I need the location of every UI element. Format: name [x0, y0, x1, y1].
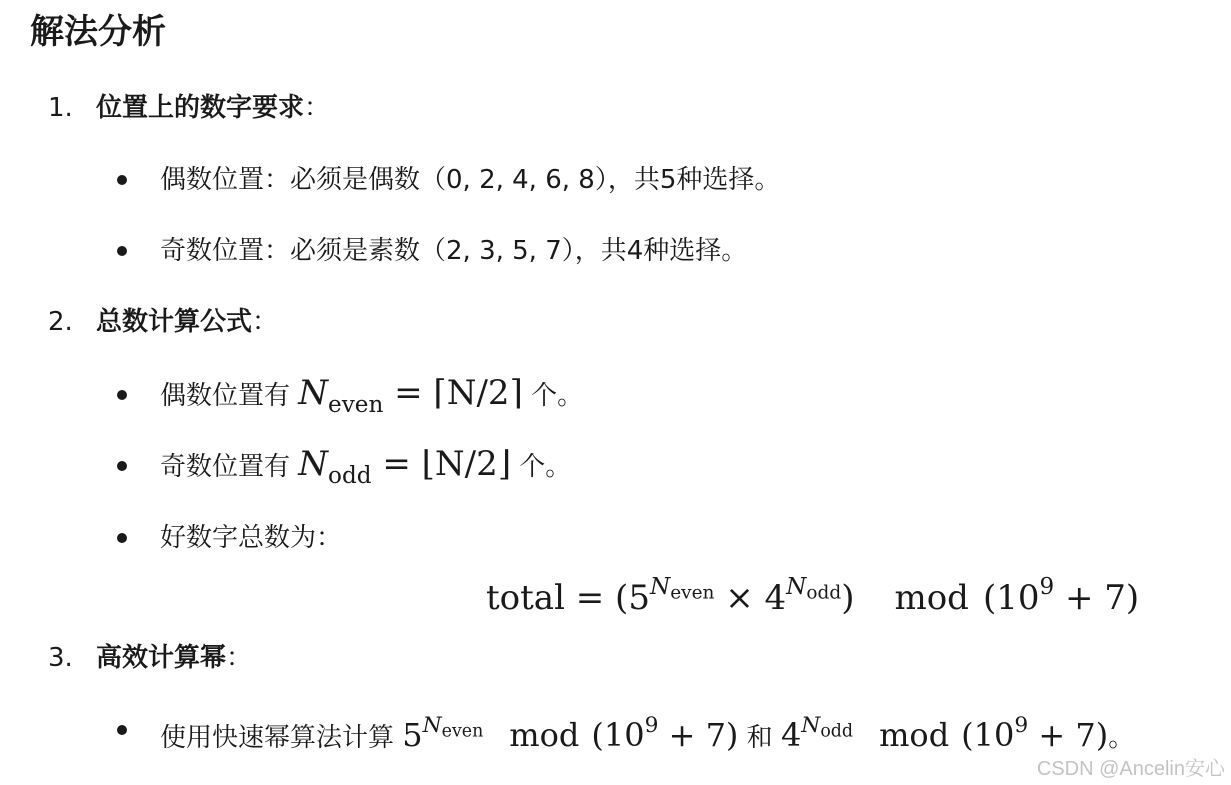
fp-arg2-close: + 7) [1028, 716, 1109, 755]
bullet-dot [117, 175, 127, 185]
formula-mod-open: (10 [982, 578, 1040, 619]
list-item-odd-digits: 奇数位置：必须是素数（2, 3, 5, 7），共4种选择。 [160, 236, 748, 266]
fp-base1: 5 [402, 716, 423, 755]
n-even-prefix: 偶数位置有 [160, 381, 291, 411]
bullet-dot [117, 461, 127, 471]
fp-arg2-open: (10 [961, 716, 1015, 755]
list-number-1: 1. [48, 93, 73, 123]
list-item-2-title [96, 302, 278, 342]
fp-arg1-exp: 9 [644, 713, 659, 738]
watermark: CSDN @Ancelin安心 [1036, 758, 1225, 780]
list-item-1-title [96, 88, 330, 128]
formula-times: × 4 [714, 578, 787, 619]
fp-base2: 4 [780, 716, 802, 755]
bullet-dot [117, 533, 127, 543]
list-item-3-colon: ： [226, 643, 253, 673]
fp-and: 和 [738, 723, 781, 754]
fp-arg1-close: + 7) [658, 716, 739, 755]
fp-end: 。 [1108, 723, 1135, 754]
section-heading: 解法分析 [30, 12, 166, 52]
list-item-even-digits: 偶数位置：必须是偶数（0, 2, 4, 6, 8），共5种选择。 [160, 165, 781, 195]
list-number-3: 3. [48, 643, 73, 673]
formula-exp1-var: N [649, 574, 671, 600]
total-formula [486, 562, 1139, 623]
n-odd-suffix: 个。 [511, 452, 572, 482]
formula-lhs: total [486, 578, 565, 619]
fast-power-prefix: 使用快速幂算法计算 [160, 723, 403, 754]
list-item-fast-power [160, 706, 1134, 758]
n-even-suffix: 个。 [522, 381, 584, 411]
fp-mod2: mod [879, 716, 950, 755]
list-item-1-title-text: 位置上的数字要求 [96, 93, 305, 123]
list-item-n-odd [160, 444, 571, 496]
fp-arg1-open: (10 [591, 716, 645, 755]
fp-arg2-exp: 9 [1014, 713, 1029, 738]
fp-exp2-sub: odd [820, 721, 854, 742]
formula-mod: mod [894, 578, 969, 619]
bullet-dot [117, 725, 127, 735]
n-odd-var: N [298, 444, 329, 484]
list-item-2-colon: ： [252, 307, 279, 337]
formula-eq: = (5 [564, 578, 650, 619]
bullet-dot [117, 390, 127, 400]
list-item-1-colon: ： [304, 93, 331, 123]
list-item-n-even [160, 373, 583, 425]
n-odd-expr: = ⌊N/2⌋ [371, 444, 512, 484]
formula-close: ) [841, 578, 855, 619]
fp-exp1-var: N [422, 713, 442, 738]
n-even-sub: even [328, 392, 384, 419]
list-item-total: 好数字总数为： [160, 523, 343, 553]
bullet-dot [117, 246, 127, 256]
fp-mod1: mod [509, 716, 580, 755]
fp-exp2-var: N [801, 713, 821, 738]
n-even-expr: = ⌈N/2⌉ [383, 373, 523, 413]
n-odd-sub: odd [328, 463, 372, 490]
list-item-2-title-text: 总数计算公式 [96, 307, 253, 337]
formula-mod-close: + 7) [1054, 578, 1140, 619]
list-item-3-title [96, 638, 252, 678]
list-number-2: 2. [48, 307, 73, 337]
formula-mod-exp: 9 [1039, 574, 1055, 600]
formula-exp1-sub: even [670, 582, 715, 604]
fp-exp1-sub: even [441, 721, 484, 742]
formula-exp2-sub: odd [806, 582, 842, 604]
n-odd-prefix: 奇数位置有 [160, 452, 291, 482]
list-item-3-title-text: 高效计算幂 [96, 643, 227, 673]
formula-exp2-var: N [786, 574, 807, 600]
n-even-var: N [298, 373, 329, 413]
